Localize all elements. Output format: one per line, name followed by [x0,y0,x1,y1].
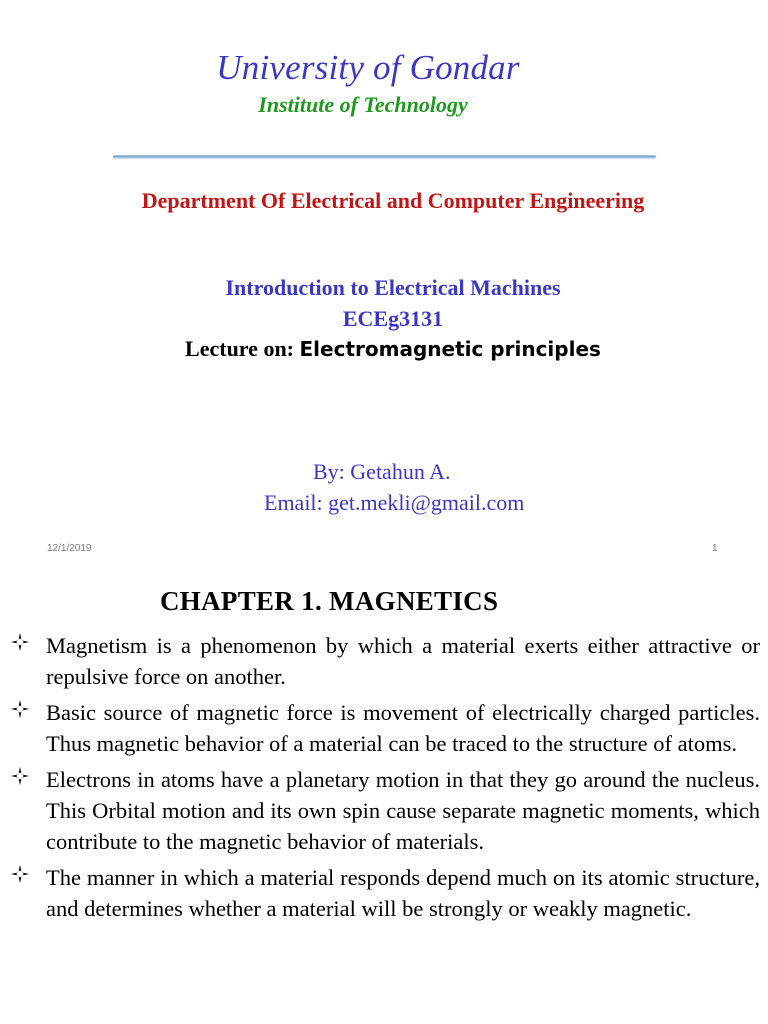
lecture-line [0,336,768,362]
header-divider [113,155,656,158]
lecture-label: Lecture on: [185,336,295,361]
diamond-bullet-icon [10,864,30,884]
diamond-bullet-icon [10,699,30,719]
bullet-text: Electrons in atoms have a planetary motion in that they go around the nucleus. This Orbital motion and its own spin cause separate magnetic moments, which contribute to the magnetic behavior of materials. [46,767,760,854]
slide-date: 12/1/2019 [47,543,92,554]
list-item [10,764,760,857]
chapter-slide [0,570,768,1024]
list-item [10,630,760,692]
institute-name: Institute of Technology [258,92,468,117]
author-email: Email: get.mekli@gmail.com [264,490,525,515]
lecture-topic: Electromagnetic principles [299,337,601,361]
list-item [10,697,760,759]
department-name: Department Of Electrical and Computer Engineering [141,188,645,213]
diamond-bullet-icon [10,766,30,786]
bullet-list [10,630,760,929]
university-name: University of Gondar [216,48,520,87]
bullet-text: The manner in which a material responds depend much on its atomic structure, and determines whether a material will be strongly or weakly magnetic. [46,865,760,921]
diamond-bullet-icon [10,632,30,652]
author-name: By: Getahun A. [313,459,451,484]
course-title: Introduction to Electrical Machines [225,275,561,300]
chapter-title: CHAPTER 1. MAGNETICS [160,586,499,616]
list-item [10,862,760,924]
bullet-text: Magnetism is a phenomenon by which a material exerts either attractive or repulsive force on another. [46,633,760,689]
course-code: ECEg3131 [342,306,444,331]
bullet-text: Basic source of magnetic force is movement of electrically charged particles. Thus magnetic behavior of a material can be traced to the structure of atoms. [46,700,760,756]
slide-page-number: 1 [712,543,718,554]
